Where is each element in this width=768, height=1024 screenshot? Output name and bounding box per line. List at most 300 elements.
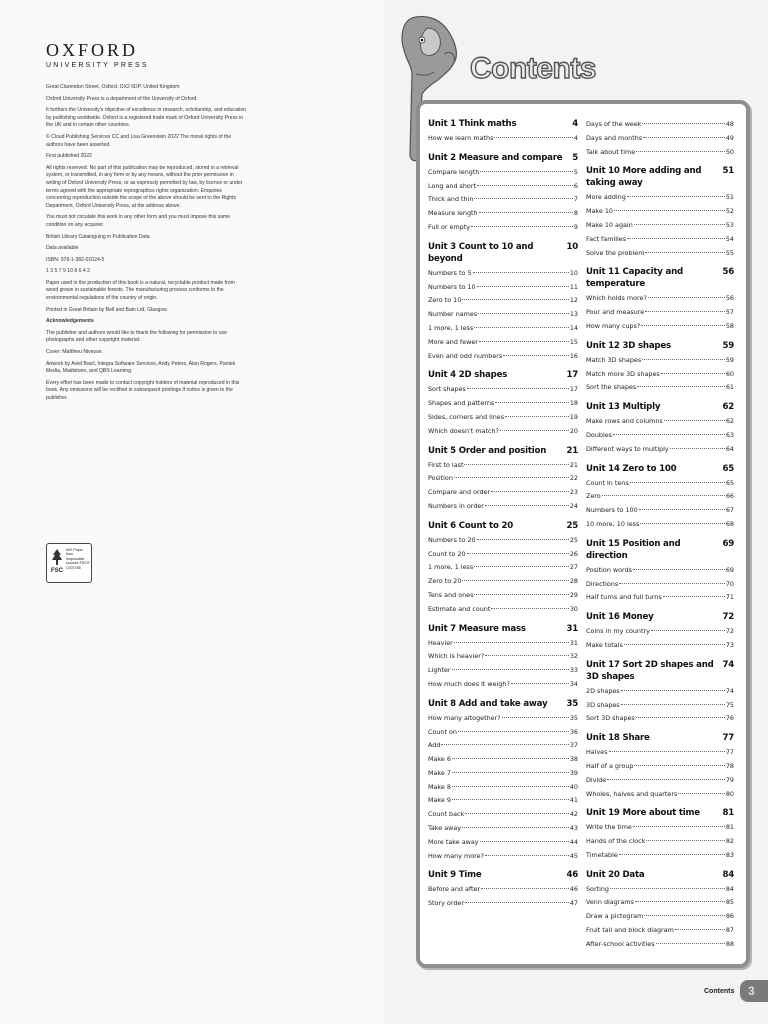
contents-entry <box>586 504 734 518</box>
contents-entry <box>428 397 578 411</box>
entry-page: 81 <box>725 823 734 832</box>
entry-title: Different ways to multiply <box>586 444 669 453</box>
entry-title: Match 3D shapes <box>586 355 642 364</box>
contents-entry <box>428 281 578 295</box>
entry-title: Divide <box>586 775 607 784</box>
entry-title: Timetable <box>586 850 618 859</box>
contents-unit <box>586 807 734 862</box>
dot-leader <box>465 813 569 814</box>
dot-leader <box>454 477 569 478</box>
contents-entry <box>428 726 578 740</box>
unit-heading <box>586 340 734 352</box>
contents-entry <box>586 938 734 952</box>
entry-title: Which doesn't match? <box>428 426 499 435</box>
contents-entry <box>428 534 578 548</box>
entry-page: 24 <box>569 501 578 510</box>
entry-title: Position words <box>586 565 632 574</box>
dot-leader <box>614 210 725 211</box>
dot-leader <box>636 717 725 718</box>
dot-leader <box>462 299 569 300</box>
contents-entry <box>428 350 578 364</box>
entry-title: Number names <box>428 310 478 319</box>
entry-page: 8 <box>573 209 578 218</box>
contents-entry <box>428 548 578 562</box>
unit-title: Unit 3 Count to 10 and beyond <box>428 241 534 264</box>
unit-page: 72 <box>722 612 734 623</box>
entry-page: 31 <box>569 638 578 647</box>
entry-title: 2D shapes <box>586 686 620 695</box>
contents-entry <box>428 294 578 308</box>
contents-entry <box>428 383 578 397</box>
page-title: Contents <box>470 52 596 85</box>
unit-title: Unit 8 Add and take away <box>428 698 548 709</box>
contents-unit <box>586 659 734 726</box>
dot-leader <box>462 580 569 581</box>
contents-entry <box>586 443 734 457</box>
unit-page: 56 <box>722 267 734 278</box>
entry-title: Fact families <box>586 234 627 243</box>
entry-title: Tens and ones <box>428 590 474 599</box>
entry-title: Measure length <box>428 209 478 218</box>
entry-page: 26 <box>569 549 578 558</box>
dot-leader <box>485 655 569 656</box>
unit-title: Unit 12 3D shapes <box>586 340 671 351</box>
imprint-paragraph: Paper used in the production of this book is a natural, recyclable product made from wood grown in sustainable forests. The manufacturing process conforms to the environmental regulations of the country of origin. <box>46 279 235 302</box>
contents-unit <box>586 538 734 605</box>
contents-unit <box>586 869 734 952</box>
contents-entry <box>428 267 578 281</box>
dot-leader <box>474 327 569 328</box>
contents-entry <box>428 411 578 425</box>
entry-title: 3D shapes <box>586 700 620 709</box>
entry-page: 33 <box>569 666 578 675</box>
entry-title: Thick and thin <box>428 195 474 204</box>
entry-page: 43 <box>569 824 578 833</box>
unit-heading <box>428 118 578 130</box>
entry-title: Solve the problem <box>586 248 645 257</box>
unit-page: 62 <box>722 402 734 413</box>
contents-entry <box>428 678 578 692</box>
unit-page: 25 <box>566 520 578 531</box>
entry-title: More take away <box>428 837 479 846</box>
entry-page: 72 <box>725 627 734 636</box>
entry-title: Add <box>428 741 441 750</box>
dot-leader <box>452 758 569 759</box>
contents-entry <box>428 459 578 473</box>
entry-title: Half of a group <box>586 761 634 770</box>
unit-title: Unit 16 Money <box>586 612 654 623</box>
entry-title: Talk about time <box>586 147 636 156</box>
dot-leader <box>664 420 725 421</box>
unit-heading <box>428 698 578 710</box>
entry-page: 36 <box>569 727 578 736</box>
contents-left-column <box>428 118 578 917</box>
entry-title: 1 more, 1 less <box>428 323 474 332</box>
dot-leader <box>441 744 568 745</box>
contents-entry <box>428 308 578 322</box>
entry-title: Take away <box>428 824 462 833</box>
entry-page: 83 <box>725 850 734 859</box>
entry-page: 59 <box>725 355 734 364</box>
contents-unit <box>428 520 578 617</box>
contents-unit <box>586 118 734 159</box>
dot-leader <box>642 123 724 124</box>
unit-title: Unit 4 2D shapes <box>428 370 508 381</box>
entry-page: 71 <box>725 593 734 602</box>
entry-title: Numbers in order <box>428 501 484 510</box>
entry-page: 20 <box>569 426 578 435</box>
entry-page: 82 <box>725 837 734 846</box>
contents-entry <box>586 685 734 699</box>
entry-title: Zero to 10 <box>428 296 462 305</box>
dot-leader <box>678 793 725 794</box>
unit-heading <box>586 165 734 189</box>
entry-page: 6 <box>573 181 578 190</box>
contents-entry <box>586 429 734 443</box>
footer-label: Contents <box>704 988 735 995</box>
dot-leader <box>485 855 569 856</box>
unit-title: Unit 1 Think maths <box>428 119 517 129</box>
imprint-paragraph: Oxford University Press is a department of the University of Oxford. <box>46 95 198 102</box>
fsc-mark: FSC <box>51 568 63 574</box>
entry-title: Make 6 <box>428 755 451 764</box>
dot-leader <box>452 669 569 670</box>
contents-entry <box>586 320 734 334</box>
dot-leader <box>634 765 724 766</box>
dot-leader <box>474 594 568 595</box>
contents-entry <box>428 822 578 836</box>
entry-page: 39 <box>569 768 578 777</box>
entry-page: 55 <box>725 248 734 257</box>
entry-title: Zero to 20 <box>428 577 462 586</box>
dot-leader <box>627 196 725 197</box>
unit-heading <box>586 807 734 819</box>
dot-leader <box>477 286 569 287</box>
entry-page: 86 <box>725 912 734 921</box>
entry-title: Numbers to 5 <box>428 268 472 277</box>
entry-page: 88 <box>725 939 734 948</box>
entry-title: Numbers to 10 <box>428 282 476 291</box>
entry-page: 51 <box>725 193 734 202</box>
contents-entry <box>586 910 734 924</box>
dot-leader <box>621 704 725 705</box>
unit-page: 4 <box>572 119 578 129</box>
unit-page: 74 <box>722 659 734 670</box>
contents-entry <box>586 247 734 261</box>
dot-leader <box>452 786 569 787</box>
dot-leader <box>479 341 569 342</box>
contents-entry <box>586 760 734 774</box>
entry-page: 23 <box>569 488 578 497</box>
contents-entry <box>428 221 578 235</box>
contents-entry <box>586 774 734 788</box>
contents-unit <box>428 152 578 235</box>
entry-page: 63 <box>725 430 734 439</box>
entry-page: 41 <box>569 796 578 805</box>
contents-entry <box>586 518 734 532</box>
contents-entry <box>428 753 578 767</box>
entry-page: 77 <box>725 748 734 757</box>
entry-page: 14 <box>569 323 578 332</box>
contents-unit <box>428 118 578 146</box>
contents-entry <box>586 699 734 713</box>
contents-unit <box>428 369 578 438</box>
contents-entry <box>428 180 578 194</box>
entry-title: Count to 20 <box>428 549 466 558</box>
dot-leader <box>471 226 573 227</box>
dot-leader <box>642 359 725 360</box>
contents-entry <box>428 166 578 180</box>
unit-heading <box>428 369 578 381</box>
unit-title: Unit 15 Position and direction <box>586 538 681 561</box>
dot-leader <box>481 888 569 889</box>
unit-page: 51 <box>722 166 734 177</box>
imprint-paragraph: You must not circulate this work in any other form and you must impose this same condition on any acquirer. <box>46 214 231 228</box>
contents-entry <box>586 746 734 760</box>
entry-page: 79 <box>725 775 734 784</box>
entry-page: 68 <box>725 519 734 528</box>
unit-heading <box>586 869 734 881</box>
entry-title: How we learn maths <box>428 134 494 142</box>
contents-entry <box>586 118 734 132</box>
unit-heading <box>586 611 734 623</box>
dot-leader <box>462 827 569 828</box>
entry-page: 34 <box>569 679 578 688</box>
contents-entry <box>428 664 578 678</box>
dot-leader <box>465 902 569 903</box>
dot-leader <box>619 854 725 855</box>
entry-page: 67 <box>725 506 734 515</box>
dot-leader <box>511 683 569 684</box>
entry-title: Even and odd numbers <box>428 351 503 360</box>
entry-title: Venn diagrams <box>586 898 634 907</box>
entry-page: 76 <box>725 714 734 723</box>
entry-title: Count back <box>428 810 465 819</box>
contents-unit <box>586 463 734 532</box>
entry-page: 80 <box>725 789 734 798</box>
unit-page: 84 <box>722 869 734 880</box>
entry-title: Numbers to 20 <box>428 535 476 544</box>
unit-heading <box>428 623 578 635</box>
entry-title: Which is heavier? <box>428 652 485 661</box>
contents-entry <box>428 603 578 617</box>
entry-title: Coins in my country <box>586 627 650 636</box>
contents-entry <box>428 207 578 221</box>
entry-page: 11 <box>569 282 578 291</box>
dot-leader <box>648 297 725 298</box>
unit-page: 59 <box>722 340 734 351</box>
contents-unit <box>428 869 578 911</box>
entry-page: 53 <box>725 220 734 229</box>
dot-leader <box>639 509 725 510</box>
entry-page: 64 <box>725 444 734 453</box>
entry-page: 44 <box>569 837 578 846</box>
dot-leader <box>505 416 569 417</box>
contents-entry <box>586 292 734 306</box>
contents-entry <box>428 486 578 500</box>
dot-leader <box>661 373 725 374</box>
unit-title: Unit 2 Measure and compare <box>428 152 563 163</box>
contents-entry <box>586 205 734 219</box>
imprint-paragraph: Great Clarendon Street, Oxford, OX2 6DP, United Kingdom <box>46 84 180 90</box>
entry-title: How many altogether? <box>428 713 501 722</box>
dot-leader <box>656 943 725 944</box>
dot-leader <box>644 915 725 916</box>
contents-entry <box>428 322 578 336</box>
contents-entry <box>428 781 578 795</box>
contents-entry <box>428 739 578 753</box>
entry-page: 19 <box>569 412 578 421</box>
entry-page: 13 <box>569 310 578 319</box>
dot-leader <box>621 690 725 691</box>
contents-entry <box>428 712 578 726</box>
entry-title: Make 8 <box>428 782 451 791</box>
page-number: 3 <box>748 984 755 998</box>
contents-entry <box>428 883 578 897</box>
entry-title: Make totals <box>586 640 623 649</box>
fsc-mix-text: MIX Paper from responsible sources FSC® C007785 <box>66 548 90 570</box>
contents-unit <box>586 340 734 395</box>
dot-leader <box>491 491 569 492</box>
entry-page: 84 <box>725 884 734 893</box>
dot-leader <box>610 888 725 889</box>
entry-page: 69 <box>725 565 734 574</box>
dot-leader <box>464 464 568 465</box>
contents-entry <box>428 500 578 514</box>
entry-page: 12 <box>569 296 578 305</box>
entry-page: 66 <box>725 492 734 501</box>
contents-entry <box>428 637 578 651</box>
entry-title: Sort shapes <box>428 385 466 394</box>
entry-title: Make 10 <box>586 207 613 216</box>
unit-heading <box>428 445 578 457</box>
contents-entry <box>586 219 734 233</box>
entry-title: How much does it weigh? <box>428 679 510 688</box>
unit-heading <box>586 266 734 290</box>
dot-leader <box>480 171 573 172</box>
contents-entry <box>586 639 734 653</box>
contents-entry <box>428 132 578 146</box>
entry-title: Fruit tall and block diagram <box>586 926 674 935</box>
entry-page: 46 <box>569 885 578 894</box>
contents-entry <box>586 578 734 592</box>
entry-title: Directions <box>586 579 619 588</box>
entry-title: Numbers to 100 <box>586 506 638 515</box>
entry-page: 87 <box>725 926 734 935</box>
dot-leader <box>467 553 569 554</box>
entry-title: Before and after <box>428 885 481 894</box>
entry-page: 30 <box>569 604 578 613</box>
contents-entry <box>586 490 734 504</box>
tree-icon <box>51 548 63 566</box>
entry-page: 16 <box>569 351 578 360</box>
unit-title: Unit 18 Share <box>586 733 650 744</box>
unit-title: Unit 14 Zero to 100 <box>586 463 677 474</box>
unit-page: 35 <box>566 698 578 709</box>
dot-leader <box>502 717 569 718</box>
dot-leader <box>627 238 725 239</box>
unit-title: Unit 13 Multiply <box>586 402 661 413</box>
dot-leader <box>458 731 569 732</box>
entry-title: Sides, corners and lines <box>428 412 505 421</box>
contents-unit <box>428 445 578 514</box>
entry-page: 7 <box>573 195 578 204</box>
dot-leader <box>473 272 569 273</box>
entry-title: Make rows and columns <box>586 417 663 426</box>
dot-leader <box>636 151 725 152</box>
contents-entry <box>586 415 734 429</box>
dot-leader <box>479 212 573 213</box>
entry-page: 60 <box>725 369 734 378</box>
dot-leader <box>670 448 725 449</box>
contents-entry <box>586 306 734 320</box>
unit-heading <box>586 463 734 475</box>
entry-title: Sort 3D shapes <box>586 714 635 723</box>
entry-title: Days of the week <box>586 120 642 128</box>
imprint-paragraph: First published 2022 <box>46 153 92 160</box>
contents-entry <box>586 146 734 160</box>
contents-entry <box>586 564 734 578</box>
entry-page: 62 <box>725 417 734 426</box>
dot-leader <box>635 901 725 902</box>
imprint-paragraph: It furthers the University's objective of excellence in research, scholarship, and education by publishing worldwide. Oxford is a registered trade mark of Oxford University Press in the UK and in certain other countries. <box>46 107 247 129</box>
dot-leader <box>480 841 569 842</box>
entry-page: 18 <box>569 399 578 408</box>
contents-entry <box>586 924 734 938</box>
contents-unit <box>586 165 734 260</box>
entry-page: 61 <box>725 383 734 392</box>
entry-title: Hands of the clock <box>586 837 646 846</box>
entry-page: 10 <box>569 268 578 277</box>
entry-title: 10 more, 10 less <box>586 519 640 528</box>
dot-leader <box>641 325 725 326</box>
contents-entry <box>586 883 734 897</box>
contents-entry <box>428 836 578 850</box>
contents-entry <box>428 767 578 781</box>
entry-title: Estimate and count <box>428 604 491 613</box>
entry-title: Write the time <box>586 823 632 832</box>
imprint-paragraph: The publisher and authors would like to thank the following for permission to use photographs and other copyright material: <box>46 329 227 344</box>
dot-leader <box>645 252 724 253</box>
contents-entry <box>586 821 734 835</box>
entry-page: 17 <box>569 385 578 394</box>
entry-title: Make 7 <box>428 768 451 777</box>
entry-title: Wholes, halves and quarters <box>586 789 678 798</box>
unit-title: Unit 11 Capacity and temperature <box>586 267 683 290</box>
unit-heading <box>428 152 578 164</box>
entry-page: 15 <box>569 337 578 346</box>
contents-entry <box>586 368 734 382</box>
entry-page: 29 <box>569 590 578 599</box>
fsc-logo <box>46 543 92 583</box>
unit-title: Unit 9 Time <box>428 870 482 881</box>
entry-page: 21 <box>569 460 578 469</box>
dot-leader <box>485 505 569 506</box>
contents-unit <box>586 266 734 333</box>
entry-page: 27 <box>569 563 578 572</box>
contents-entry <box>428 425 578 439</box>
entry-page: 25 <box>569 535 578 544</box>
contents-entry <box>428 650 578 664</box>
entry-title: Days and months <box>586 133 643 142</box>
dot-leader <box>637 386 725 387</box>
imprint-paragraph: Acknowledgements <box>46 318 94 325</box>
publisher-logo-subtitle: UNIVERSITY PRESS <box>46 62 149 69</box>
dot-leader <box>500 430 569 431</box>
unit-page: 31 <box>566 623 578 634</box>
entry-page: 5 <box>573 167 578 176</box>
contents-entry <box>586 896 734 910</box>
